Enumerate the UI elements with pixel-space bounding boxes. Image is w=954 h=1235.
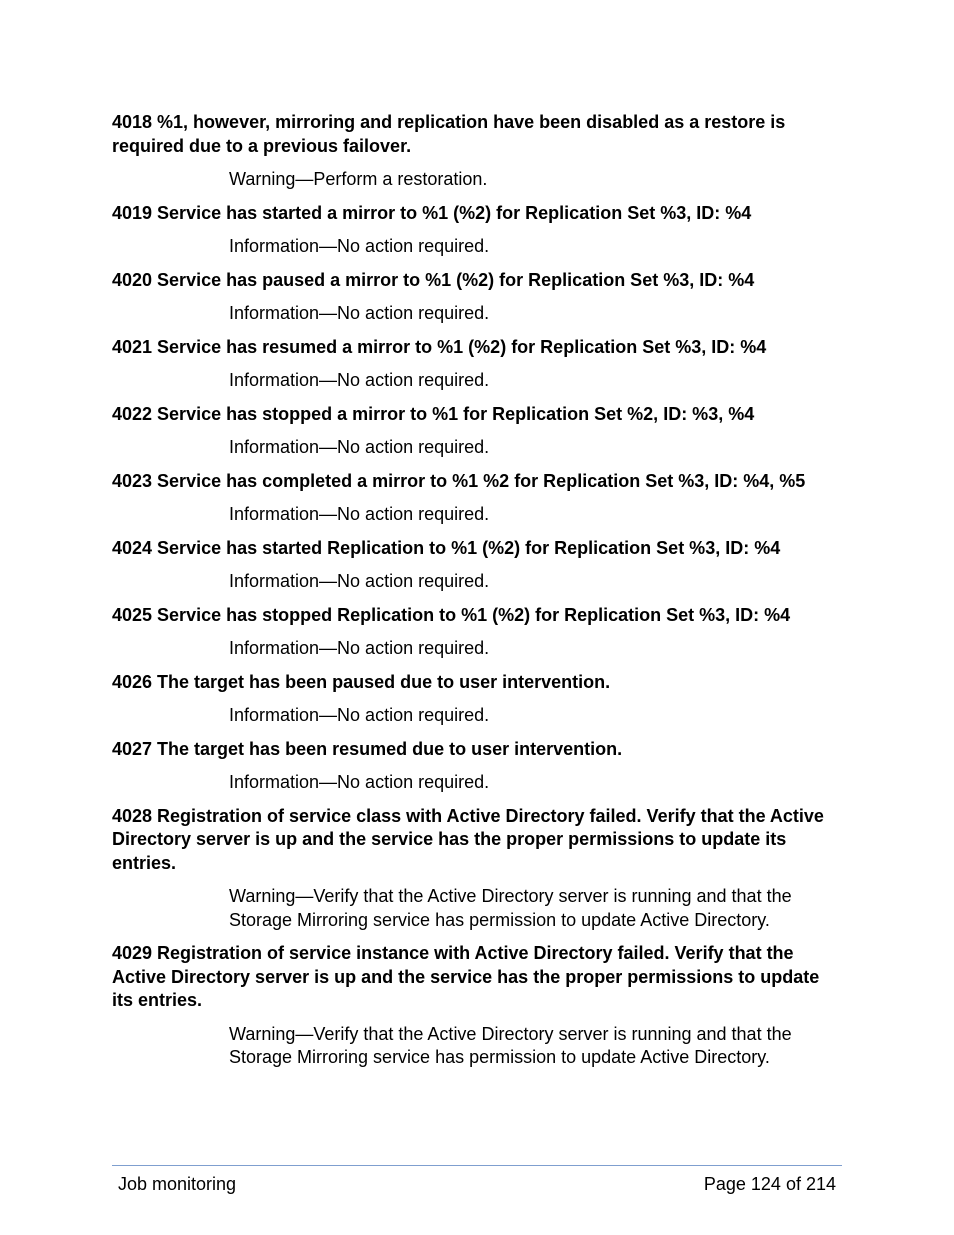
event-description: Information—No action required. <box>229 303 490 323</box>
event-entry-4029 <box>112 942 844 1070</box>
event-title: 4028 Registration of service class with Active Directory failed. Verify that the Active Directory server is up and the service has the proper permissions to update its entries. <box>112 805 824 873</box>
document-body <box>112 111 844 1080</box>
event-description: Information—No action required. <box>229 571 490 591</box>
event-description: Information—No action required. <box>229 772 490 792</box>
event-title: 4018 %1, however, mirroring and replication have been disabled as a restore is required due to a previous failover. <box>112 112 786 156</box>
event-entry-4026 <box>112 671 844 728</box>
footer-section-title: Job monitoring <box>118 1174 237 1194</box>
event-description: Warning—Verify that the Active Directory server is running and that the Storage Mirroring service has permission to update Active Directory. <box>229 1023 792 1067</box>
event-entry-4021 <box>112 336 844 393</box>
event-title: 4026 The target has been paused due to user intervention. <box>112 671 611 692</box>
event-title: 4019 Service has started a mirror to %1 (%2) for Replication Set %3, ID: %4 <box>112 202 752 223</box>
event-entry-4023 <box>112 470 844 527</box>
footer-page-number: Page 124 of 214 <box>703 1174 836 1194</box>
event-title: 4024 Service has started Replication to %1 (%2) for Replication Set %3, ID: %4 <box>112 537 781 558</box>
event-title: 4023 Service has completed a mirror to %1 %2 for Replication Set %3, ID: %4, %5 <box>112 470 806 491</box>
event-title: 4020 Service has paused a mirror to %1 (%2) for Replication Set %3, ID: %4 <box>112 269 755 290</box>
event-description: Information—No action required. <box>229 437 490 457</box>
event-entry-4025 <box>112 604 844 661</box>
event-description: Warning—Perform a restoration. <box>229 169 488 189</box>
event-title: 4029 Registration of service instance with Active Directory failed. Verify that the Active Directory server is up and the service has the proper permissions to update its entries. <box>112 943 820 1010</box>
event-entry-4024 <box>112 537 844 594</box>
event-description: Information—No action required. <box>229 638 490 658</box>
page-footer <box>112 1165 842 1194</box>
event-entry-4028 <box>112 805 844 933</box>
event-entry-4018 <box>112 111 844 192</box>
event-description: Information—No action required. <box>229 705 490 725</box>
event-title: 4027 The target has been resumed due to user intervention. <box>112 738 623 759</box>
event-description: Information—No action required. <box>229 236 490 256</box>
event-title: 4021 Service has resumed a mirror to %1 (%2) for Replication Set %3, ID: %4 <box>112 336 767 357</box>
event-description: Information—No action required. <box>229 504 490 524</box>
event-title: 4022 Service has stopped a mirror to %1 for Replication Set %2, ID: %3, %4 <box>112 403 755 424</box>
event-entry-4022 <box>112 403 844 460</box>
event-title: 4025 Service has stopped Replication to %1 (%2) for Replication Set %3, ID: %4 <box>112 604 791 625</box>
event-entry-4019 <box>112 202 844 259</box>
event-entry-4020 <box>112 269 844 326</box>
event-entry-4027 <box>112 738 844 795</box>
event-description: Warning—Verify that the Active Directory server is running and that the Storage Mirroring service has permission to update Active Directory. <box>229 886 792 930</box>
event-description: Information—No action required. <box>229 370 490 390</box>
